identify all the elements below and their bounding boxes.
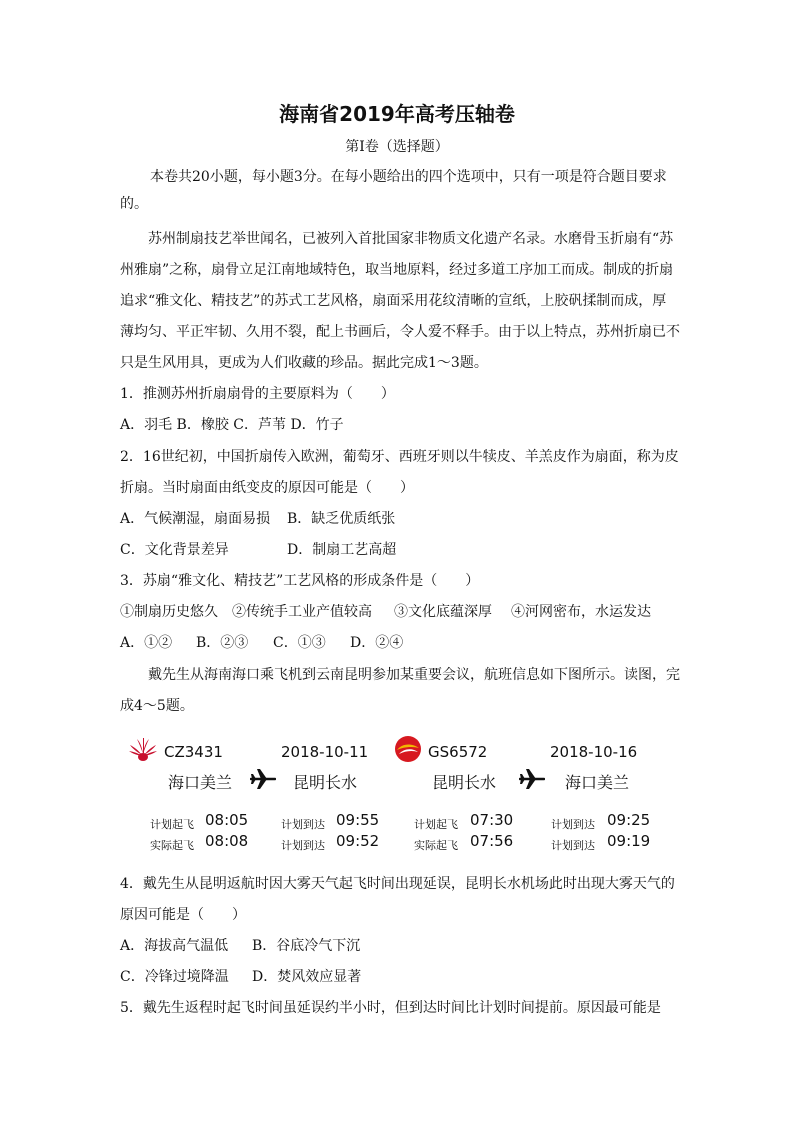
- flight-1-plan-arr: 09:55: [336, 811, 380, 829]
- flight-2-from: 昆明长水: [432, 773, 497, 792]
- flight-1-plan-dep: 08:05: [205, 811, 249, 829]
- q4-stem-line-2: 原因可能是（ ）: [120, 907, 246, 923]
- q3-condition-3: ③文化底蕴深厚: [394, 604, 492, 620]
- q4-option-b: B．谷底冷气下沉: [252, 938, 361, 954]
- q4-stem-line-1: 4．戴先生从昆明返航时因大雾天气起飞时间出现延误，昆明长水机场此时出现大雾天气的: [120, 876, 675, 892]
- flight-1-act-arr: 09:52: [336, 832, 380, 850]
- q1-options: A．羽毛 B．橡胶 C．芦苇 D．竹子: [120, 417, 344, 433]
- q3-option-c: C．①③: [273, 635, 326, 651]
- passage2-line-2: 成4～5题。: [120, 698, 194, 714]
- flight-2-act-dep-label: 实际起飞: [414, 839, 458, 852]
- passage1-line-2: 州雅扇”之称，扇骨立足江南地域特色，取当地原料，经过多道工序加工而成。制成的折扇: [120, 262, 674, 278]
- section-subtitle: 第Ⅰ卷（选择题）: [345, 139, 449, 155]
- flight-1-number: CZ3431: [164, 743, 223, 761]
- q4-option-d: D．焚风效应显著: [252, 969, 362, 985]
- q3-option-b: B．②③: [196, 635, 249, 651]
- q2-stem-line-2: 折扇。当时扇面由纸变皮的原因可能是（ ）: [120, 480, 414, 496]
- q3-condition-2: ②传统手工业产值较高: [232, 604, 372, 620]
- q2-stem-line-1: 2．16世纪初，中国折扇传入欧洲，葡萄牙、西班牙则以牛犊皮、羊羔皮作为扇面，称为皮: [120, 449, 679, 465]
- page-title: 海南省2019年高考压轴卷: [279, 102, 515, 126]
- q2-option-b: B．缺乏优质纸张: [287, 511, 396, 527]
- q1-stem: 1．推测苏州折扇扇骨的主要原料为（ ）: [120, 386, 395, 402]
- q2-option-a: A．气候潮湿，扇面易损: [120, 511, 271, 527]
- flight-1-to: 昆明长水: [293, 773, 358, 792]
- flight-2-plan-arr-label: 计划到达: [551, 818, 595, 831]
- flight-1-date: 2018-10-11: [281, 743, 369, 761]
- flight-1-plan-dep-label: 计划起飞: [150, 818, 194, 831]
- flight-2-plan-dep: 07:30: [470, 811, 514, 829]
- flight-1-plan-arr-label: 计划到达: [281, 818, 325, 831]
- q4-option-a: A．海拔高气温低: [120, 938, 229, 954]
- airplane-icon: [250, 767, 276, 791]
- flight-1-from: 海口美兰: [168, 773, 233, 792]
- passage2-line-1: 戴先生从海南海口乘飞机到云南昆明参加某重要会议，航班信息如下图所示。读图，完: [148, 667, 680, 683]
- flight-1-act-dep: 08:08: [205, 832, 249, 850]
- q3-condition-1: ①制扇历史悠久: [120, 604, 218, 620]
- flight-2-plan-dep-label: 计划起飞: [414, 818, 458, 831]
- flight-2-to: 海口美兰: [565, 773, 630, 792]
- tianjin-airlines-logo-icon: [393, 734, 423, 764]
- flight-2-act-dep: 07:56: [470, 832, 514, 850]
- flight-2-number: GS6572: [428, 743, 488, 761]
- q3-stem: 3．苏扇“雅文化、精技艺”工艺风格的形成条件是（ ）: [120, 573, 480, 589]
- china-southern-logo-icon: [128, 736, 158, 762]
- q4-option-c: C．冷锋过境降温: [120, 969, 229, 985]
- intro-line-1: 本卷共20小题，每小题3分。在每小题给出的四个选项中，只有一项是符合题目要求: [150, 169, 667, 185]
- q3-option-d: D．②④: [350, 635, 404, 651]
- flight-2-plan-arr: 09:25: [607, 811, 651, 829]
- q5-stem-line-1: 5．戴先生返程时起飞时间虽延误约半小时，但到达时间比计划时间提前。原因最可能是: [120, 1000, 661, 1016]
- flight-1-act-arr-label: 计划到达: [281, 839, 325, 852]
- airplane-icon: [519, 767, 545, 791]
- flight-2-act-arr-label: 计划到达: [551, 839, 595, 852]
- q2-option-c: C．文化背景差异: [120, 542, 229, 558]
- flight-2-act-arr: 09:19: [607, 832, 651, 850]
- q3-option-a: A．①②: [120, 635, 173, 651]
- q2-option-d: D．制扇工艺高超: [287, 542, 397, 558]
- passage1-line-4: 薄均匀、平正牢韧、久用不裂，配上书画后，令人爱不释手。由于以上特点，苏州折扇已不: [120, 324, 680, 340]
- passage1-line-1: 苏州制扇技艺举世闻名，已被列入首批国家非物质文化遗产名录。水磨骨玉折扇有“苏: [148, 231, 674, 247]
- intro-line-2: 的。: [120, 196, 148, 212]
- passage1-line-5: 只是生风用具，更成为人们收藏的珍品。据此完成1～3题。: [120, 355, 488, 371]
- passage1-line-3: 追求“雅文化、精技艺”的苏式工艺风格，扇面采用花纹清晰的宣纸，上胶矾揉制而成，厚: [120, 293, 667, 309]
- flight-1-act-dep-label: 实际起飞: [150, 839, 194, 852]
- q3-condition-4: ④河网密布，水运发达: [511, 604, 651, 620]
- flight-2-date: 2018-10-16: [550, 743, 638, 761]
